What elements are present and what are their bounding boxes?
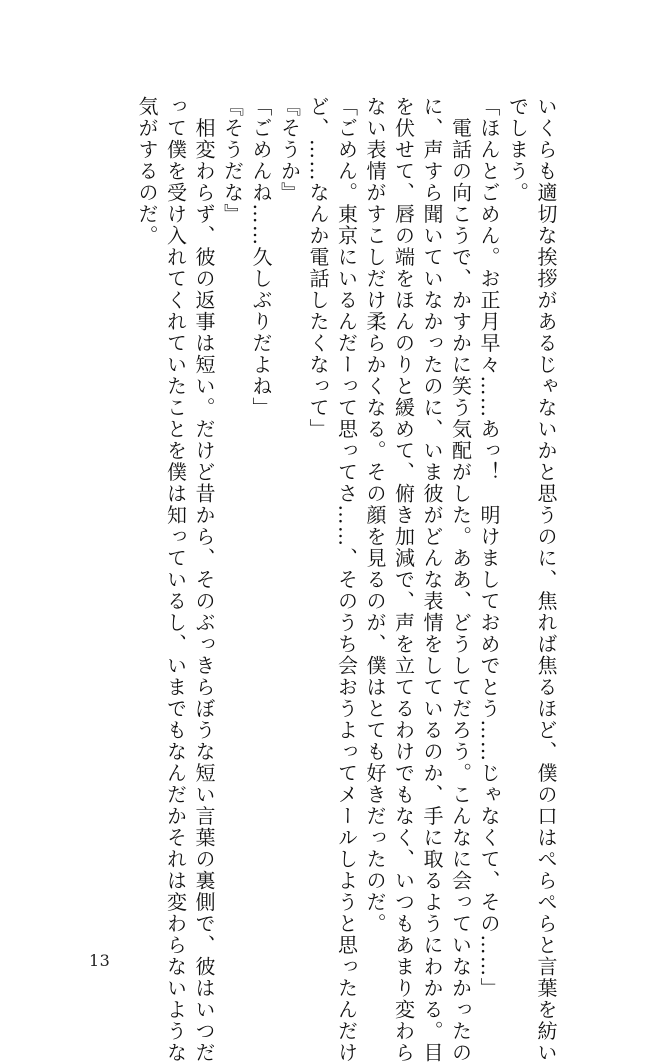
text-line: 「ほんとごめん。お正月早々……あっ！ 明けましておめでとう……じゃなくて、その……」	[477, 96, 501, 999]
text-line: 「ごめん。東京にいるんだーって思ってさ……、そのうち会おうよってメールしようと思ったんだけ	[334, 96, 359, 1064]
text-line: 『そうか』	[277, 96, 302, 204]
text-line: ど、……なんか電話したくなって」	[306, 96, 330, 440]
text-line: を伏せて、唇の端をほんのりと緩めて、俯き加減で、声を立てるわけでもなく、いつもあまり変わら	[391, 96, 416, 1064]
text-line: 『そうだな』	[220, 96, 245, 225]
page-number: 13	[89, 951, 111, 970]
text-line: 電話の向こうで、かすかに笑う気配がした。ああ、どうしてだろう。こんなに会っていなかったの	[448, 96, 473, 1064]
vertical-text-body	[133, 96, 561, 1064]
text-line: 相変わらず、彼の返事は短い。だけど昔から、そのぶっきらぼうな短い言葉の裏側で、彼はいつだ	[192, 96, 216, 1064]
text-line: ない表情がすこしだけ柔らかくなる。その顔を見るのが、僕はとても好きだったのだ。	[363, 96, 387, 935]
text-line: に、声すら聞いていなかったのに、いま彼がどんな表情をしているのか、手に取るようにわかる。目	[420, 96, 444, 1064]
text-line: でしまう。	[505, 96, 530, 204]
text-line: いくらも適切な挨拶があるじゃないかと思うのに、焦れば焦るほど、僕の口はぺらぺらと言葉を紡い	[534, 96, 558, 1064]
text-line: 「ごめんね……久しぶりだよね」	[249, 96, 273, 419]
text-line: 気がするのだ。	[135, 96, 159, 247]
text-line: って僕を受け入れてくれていたことを僕は知っているし、いまでもなんだかそれは変わらないような	[163, 96, 188, 1064]
